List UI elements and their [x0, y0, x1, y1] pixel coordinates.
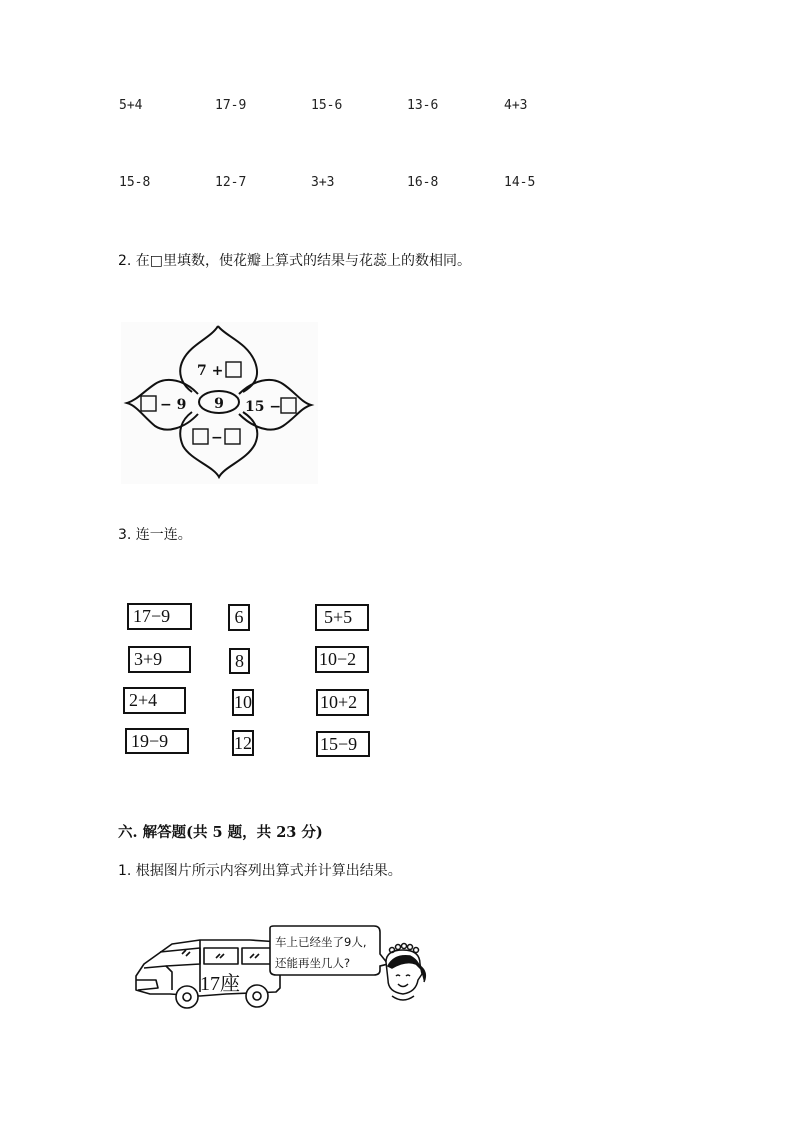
blank-box — [226, 362, 241, 377]
calc-expression: 12-7 — [215, 175, 247, 190]
blank-box — [281, 398, 296, 413]
bottom-petal-expression: − — [211, 430, 223, 446]
calc-expression: 5+4 — [119, 98, 143, 113]
speech-bubble-line-2: 还能再坐几人? — [275, 956, 351, 970]
van-wheel — [246, 985, 268, 1007]
top-petal — [180, 326, 257, 392]
blank-box — [225, 429, 240, 444]
left-petal-expression: − 9 — [160, 397, 187, 413]
calc-expression: 17-9 — [215, 98, 247, 113]
van-wheel — [176, 986, 198, 1008]
right-petal-expression: 15 − — [245, 399, 282, 415]
calc-expression: 15-6 — [311, 98, 343, 113]
match-expression-box[interactable]: 5+5 — [315, 604, 369, 631]
section-6-question-1-text: 1. 根据图片所示内容列出算式并计算出结果。 — [118, 863, 402, 879]
calc-expression: 15-8 — [119, 175, 151, 190]
calc-expression: 3+3 — [311, 175, 335, 190]
match-number-box[interactable]: 10 — [232, 689, 254, 716]
van-seat-label: 17座 — [200, 973, 240, 995]
match-number-box[interactable]: 8 — [229, 648, 250, 674]
flower-drawing — [121, 322, 318, 484]
calc-expression: 13-6 — [407, 98, 439, 113]
blank-box — [193, 429, 208, 444]
van-and-girl-drawing — [130, 920, 440, 1015]
calc-expression: 14-5 — [504, 175, 536, 190]
speech-bubble-line-1: 车上已经坐了9人, — [275, 935, 367, 949]
calc-expression: 4+3 — [504, 98, 528, 113]
word-problem-illustration — [130, 920, 440, 1015]
blank-box — [141, 396, 156, 411]
match-expression-box[interactable]: 15−9 — [316, 731, 370, 757]
section-6-title: 六. 解答题(共 5 题，共 23 分) — [118, 824, 323, 841]
match-expression-box[interactable]: 3+9 — [128, 646, 191, 673]
flower-center-value: 9 — [214, 396, 224, 412]
match-number-box[interactable]: 12 — [232, 730, 254, 756]
match-expression-box[interactable]: 10−2 — [315, 646, 369, 673]
question-3-text: 3. 连一连。 — [118, 527, 192, 543]
match-number-box[interactable]: 6 — [228, 604, 250, 631]
match-expression-box[interactable]: 2+4 — [123, 687, 186, 714]
top-petal-expression: 7 + — [197, 363, 224, 379]
match-expression-box[interactable]: 10+2 — [316, 689, 369, 716]
question-2-text: 2. 在□里填数，使花瓣上算式的结果与花蕊上的数相同。 — [118, 253, 472, 269]
match-expression-box[interactable]: 19−9 — [125, 728, 189, 754]
match-expression-box[interactable]: 17−9 — [127, 603, 192, 630]
calc-expression: 16-8 — [407, 175, 439, 190]
flower-diagram — [121, 322, 318, 484]
girl-figure — [386, 944, 425, 1001]
